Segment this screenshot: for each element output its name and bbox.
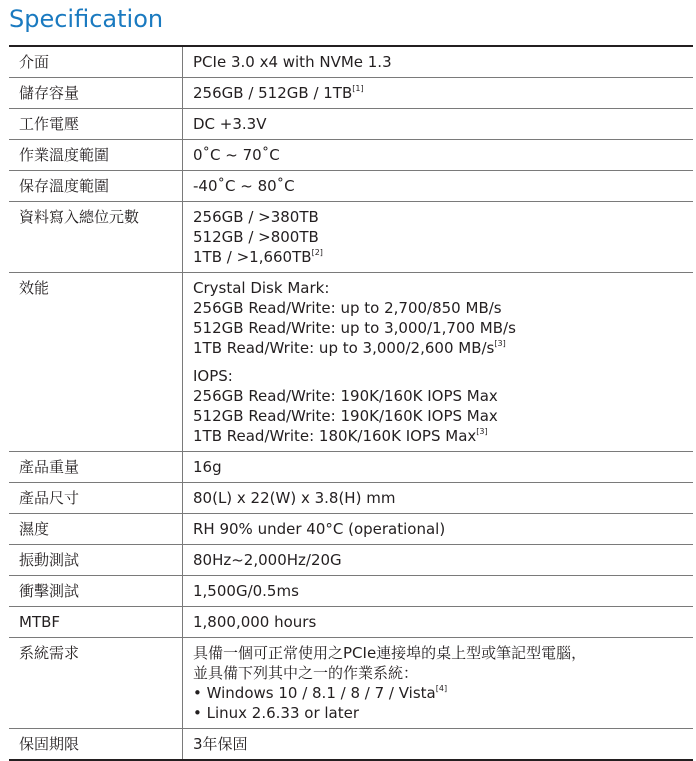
- spec-value-group: [193, 366, 685, 446]
- spec-value-line: [193, 581, 685, 601]
- spec-value-line: [193, 703, 685, 723]
- spec-row: [9, 452, 693, 483]
- spec-value-line: [193, 338, 685, 358]
- spec-value-line: [193, 426, 685, 446]
- spec-label: MTBF: [9, 607, 183, 638]
- spec-table: [9, 45, 693, 761]
- spec-value-text: -40˚C ~ 80˚C: [193, 177, 295, 195]
- spec-value-line: [193, 176, 685, 196]
- spec-value-text: PCIe 3.0 x4 with NVMe 1.3: [193, 53, 392, 71]
- spec-value-text: 80Hz~2,000Hz/20G: [193, 551, 342, 569]
- spec-row: [9, 46, 693, 78]
- spec-value-line: [193, 298, 685, 318]
- spec-value-line: [193, 247, 685, 267]
- spec-value-line: [193, 227, 685, 247]
- footnote-ref: [ $^3$ ]: [494, 339, 505, 348]
- spec-value-line: [193, 734, 685, 754]
- spec-label: 產品重量: [9, 452, 183, 483]
- spec-row: [9, 273, 693, 452]
- spec-value: [183, 638, 694, 729]
- spec-value-text: 256GB / 512GB / 1TB: [193, 84, 353, 102]
- spec-label: 效能: [9, 273, 183, 452]
- spec-value: [183, 171, 694, 202]
- spec-value: [183, 109, 694, 140]
- spec-label: 作業溫度範圍: [9, 140, 183, 171]
- spec-value-line: [193, 663, 685, 683]
- spec-value-line: [193, 643, 685, 663]
- spec-value-text: 1TB Read/Write: up to 3,000/2,600 MB/s: [193, 339, 495, 357]
- spec-value-line: [193, 318, 685, 338]
- spec-value: [183, 576, 694, 607]
- spec-label: 資料寫入總位元數: [9, 202, 183, 273]
- spec-row: [9, 171, 693, 202]
- spec-value: [183, 452, 694, 483]
- spec-value: [183, 729, 694, 761]
- spec-value-line: [193, 278, 685, 298]
- spec-value: [183, 607, 694, 638]
- spec-value-text: 512GB Read/Write: up to 3,000/1,700 MB/s: [193, 319, 516, 337]
- spec-value-line: [193, 52, 685, 72]
- spec-value-text: DC +3.3V: [193, 115, 267, 133]
- spec-label: 振動測試: [9, 545, 183, 576]
- spec-value: [183, 202, 694, 273]
- spec-value-text: 3年保固: [193, 735, 248, 753]
- spec-value-line: [193, 145, 685, 165]
- spec-label: 衝擊測試: [9, 576, 183, 607]
- spec-row: [9, 202, 693, 273]
- spec-value: [183, 78, 694, 109]
- spec-label: 濕度: [9, 514, 183, 545]
- spec-value-text: RH 90% under 40°C (operational): [193, 520, 446, 538]
- spec-table-body: [9, 46, 693, 760]
- spec-value-line: [193, 366, 685, 386]
- spec-value-text: 16g: [193, 458, 222, 476]
- spec-row: [9, 514, 693, 545]
- spec-label: 工作電壓: [9, 109, 183, 140]
- spec-row: [9, 109, 693, 140]
- spec-label: 保存溫度範圍: [9, 171, 183, 202]
- spec-value-text: 256GB Read/Write: 190K/160K IOPS Max: [193, 387, 498, 405]
- spec-value-text: 512GB / >800TB: [193, 228, 319, 246]
- spec-value-line: [193, 114, 685, 134]
- spec-value-text: IOPS:: [193, 367, 233, 385]
- spec-value-text: Crystal Disk Mark:: [193, 279, 330, 297]
- spec-value-line: [193, 488, 685, 508]
- footnote-ref: [ $^4$ ]: [436, 684, 447, 693]
- spec-row: [9, 483, 693, 514]
- spec-value: [183, 483, 694, 514]
- spec-value-text: 256GB Read/Write: up to 2,700/850 MB/s: [193, 299, 502, 317]
- spec-value: [183, 140, 694, 171]
- spec-value-text: • Windows 10 / 8.1 / 8 / 7 / Vista: [193, 684, 436, 702]
- spec-value-line: [193, 683, 685, 703]
- spec-value-line: [193, 406, 685, 426]
- spec-value: [183, 273, 694, 452]
- footnote-ref: [ $^1$ ]: [352, 84, 363, 93]
- spec-value-line: [193, 550, 685, 570]
- spec-row: [9, 729, 693, 761]
- footnote-ref: [ $^3$ ]: [476, 427, 487, 436]
- spec-value-text: 1,500G/0.5ms: [193, 582, 299, 600]
- spec-row: [9, 576, 693, 607]
- spec-value-line: [193, 457, 685, 477]
- spec-row: [9, 78, 693, 109]
- spec-value-line: [193, 519, 685, 539]
- spec-value-text: 1,800,000 hours: [193, 613, 317, 631]
- spec-value-line: [193, 83, 685, 103]
- spec-row: [9, 638, 693, 729]
- spec-value-text: 80(L) x 22(W) x 3.8(H) mm: [193, 489, 396, 507]
- spec-row: [9, 545, 693, 576]
- spec-value-group: [193, 278, 685, 358]
- spec-label: 介面: [9, 46, 183, 78]
- page-title: Specification: [9, 5, 164, 33]
- spec-value-text: 並具備下列其中之一的作業系統：: [193, 664, 419, 682]
- spec-value-text: 1TB Read/Write: 180K/160K IOPS Max: [193, 427, 477, 445]
- spec-label: 保固期限: [9, 729, 183, 761]
- spec-value-text: 256GB / >380TB: [193, 208, 319, 226]
- spec-label: 產品尺寸: [9, 483, 183, 514]
- spec-label: 系統需求: [9, 638, 183, 729]
- spec-value: [183, 46, 694, 78]
- spec-value-text: 512GB Read/Write: 190K/160K IOPS Max: [193, 407, 498, 425]
- spec-row: [9, 140, 693, 171]
- spec-row: [9, 607, 693, 638]
- footnote-ref: [ $^2$ ]: [312, 248, 323, 257]
- spec-value-text: 1TB / >1,660TB: [193, 248, 312, 266]
- spec-label: 儲存容量: [9, 78, 183, 109]
- spec-value: [183, 545, 694, 576]
- spec-value-line: [193, 612, 685, 632]
- spec-value-line: [193, 207, 685, 227]
- spec-value-text: • Linux 2.6.33 or later: [193, 704, 360, 722]
- spec-value-text: 具備一個可正常使用之PCIe連接埠的桌上型或筆記型電腦，: [193, 644, 587, 662]
- spec-value-text: 0˚C ~ 70˚C: [193, 146, 280, 164]
- spec-value: [183, 514, 694, 545]
- spec-value-line: [193, 386, 685, 406]
